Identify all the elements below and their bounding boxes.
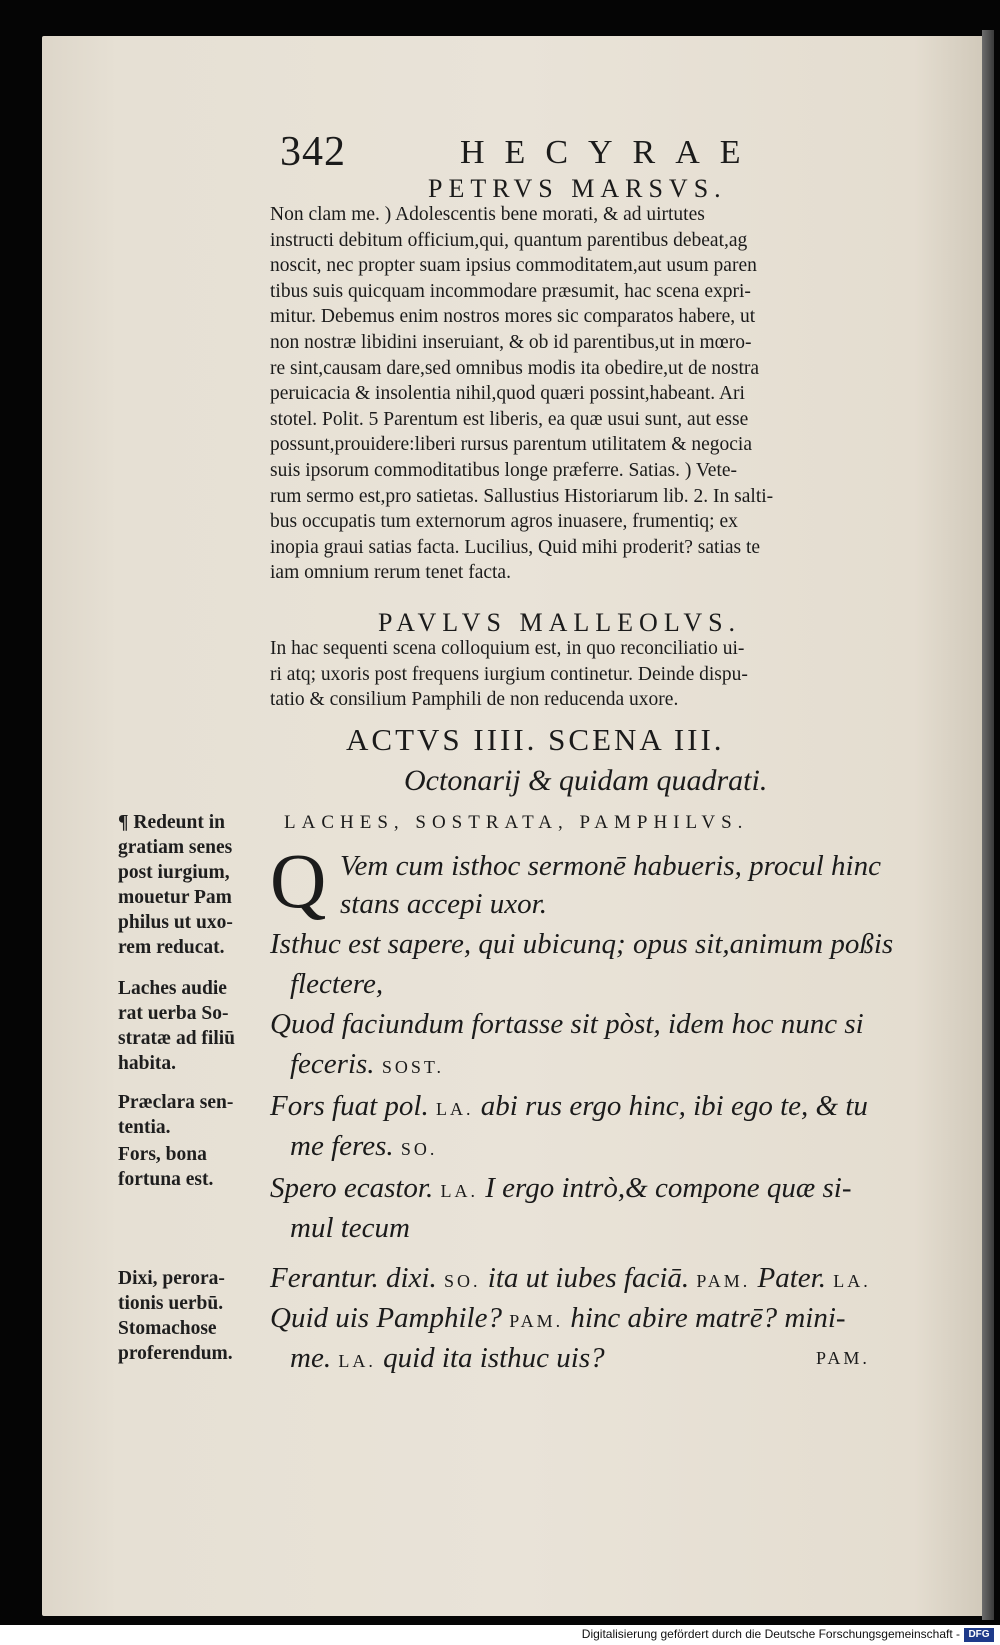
meter-note: Octonarij & quidam quadrati.: [404, 764, 768, 797]
drop-capital: Q: [270, 837, 327, 924]
verse-line: [270, 1262, 871, 1295]
verse-line: Quod faciundum fortasse sit pòst, idem hoc nunc si: [270, 1008, 864, 1040]
speaker-tag: SO.: [400, 1139, 438, 1159]
speaker-tag: PAM.: [509, 1311, 564, 1331]
marginal-gloss: [118, 1142, 213, 1192]
verse-text: hinc abire matrē? mini-: [570, 1302, 846, 1334]
speaker-tag: SOST.: [381, 1057, 444, 1077]
commentary-line: re sint,causam dare,sed omnibus modis ita obedire,ut de nostra: [270, 357, 760, 379]
gloss-line: tionis uerbū.: [118, 1293, 224, 1314]
commentary-line: tatio & consilium Pamphili de non reducenda uxore.: [270, 689, 679, 711]
gloss-line: Laches audie: [118, 978, 227, 999]
verse-text: me feres.: [290, 1130, 394, 1162]
verse-line: stans accepi uxor.: [340, 888, 547, 920]
page-number: 342: [280, 129, 346, 175]
gloss-line: Dixi, perora-: [118, 1268, 225, 1289]
speaker-tag: LA.: [338, 1351, 376, 1371]
gloss-line: gratiam senes: [118, 837, 233, 858]
speaker-tag: LA.: [833, 1271, 871, 1291]
commentary-line: non nostræ libidini inseruiant, & ob id parentibus,ut in mœro-: [270, 331, 752, 353]
commentary-line: peruicacia & insolentia nihil,quod quæri possint,habeant. Ari: [270, 383, 745, 405]
verse-text: Fors fuat pol.: [270, 1090, 429, 1122]
gloss-line: rem reducat.: [118, 937, 225, 958]
verse-line: flectere,: [290, 968, 384, 1000]
page-edge: [982, 30, 994, 1620]
commentary-heading-marsus: PETRVS MARSVS.: [428, 174, 727, 203]
marginal-gloss: [118, 1090, 233, 1140]
speaker-list: LACHES, SOSTRATA, PAMPHILVS.: [284, 812, 749, 833]
commentary-line: mitur. Debemus enim nostros mores sic comparatos habere, ut: [270, 306, 756, 328]
speaker-tag: PAM.: [696, 1271, 751, 1291]
gloss-line: philus ut uxo-: [118, 912, 233, 933]
marginal-gloss: [118, 810, 233, 960]
marginal-gloss: [118, 1266, 233, 1366]
catchword-speaker: PAM.: [816, 1348, 870, 1368]
verse-line: [270, 1302, 846, 1335]
gloss-line: Præclara sen-: [118, 1092, 234, 1113]
verse-line: Isthuc est sapere, qui ubicunq; opus sit,animum poßis: [270, 928, 894, 960]
gloss-line: habita.: [118, 1053, 176, 1074]
verse-text: Quid uis Pamphile?: [270, 1302, 502, 1334]
commentary-line: ri atq; uxoris post frequens iurgium continetur. Deinde dispu-: [270, 663, 748, 685]
verse-line: [290, 1130, 437, 1163]
speaker-tag: SO.: [444, 1271, 481, 1291]
speaker-tag: LA.: [435, 1099, 474, 1119]
verse-text: ita ut iubes faciā.: [487, 1262, 690, 1294]
gloss-line: Fors, bona: [118, 1144, 207, 1165]
speaker-tag: LA.: [440, 1181, 478, 1201]
commentary-heading-malleolus: PAVLVS MALLEOLVS.: [378, 608, 742, 637]
gloss-line: proferendum.: [118, 1343, 233, 1364]
gloss-line: stratæ ad filiū: [118, 1028, 235, 1049]
verse-text: Ferantur. dixi.: [270, 1262, 437, 1294]
commentary-line: In hac sequenti scena colloquium est, in quo reconciliatio ui-: [270, 638, 745, 659]
commentary-line: instructi debitum officium,qui, quantum parentibus debeat,ag: [270, 229, 748, 251]
gloss-line: post iurgium,: [118, 862, 230, 883]
footer-text: Digitalisierung gefördert durch die Deutsche Forschungsgemeinschaft -: [581, 1627, 960, 1641]
verse-text: Pater.: [757, 1262, 826, 1294]
commentary-line: tibus suis quicquam incommodare præsumit, hac scena expri-: [270, 280, 751, 302]
commentary-line: stotel. Polit. 5 Parentum est liberis, ea quæ usui sunt, aut esse: [270, 408, 749, 430]
verse-line: [270, 1172, 851, 1205]
commentary-line: inopia graui satias facta. Lucilius, Quid mihi proderit? satias te: [270, 536, 761, 558]
commentary-line: suis ipsorum commoditatibus longe præferre. Satias. ) Vete-: [270, 459, 738, 481]
running-head: HECYRAE: [460, 134, 761, 171]
dfg-logo: DFG: [964, 1628, 994, 1642]
verse-text: me.: [290, 1342, 332, 1374]
gloss-line: Stomachose: [118, 1318, 217, 1339]
commentary-line: bus occupatis tum externorum agros inuasere, frumentiq; ex: [270, 511, 738, 533]
commentary-line: rum sermo est,pro satietas. Sallustius Historiarum lib. 2. In salti-: [270, 485, 774, 507]
verse-text: Spero ecastor.: [270, 1172, 434, 1204]
verse-text: I ergo intrò,& compone quæ si-: [485, 1172, 852, 1204]
verse-line: mul tecum: [290, 1212, 410, 1244]
gloss-line: rat uerba So-: [118, 1003, 229, 1024]
commentary-body-marsus: [270, 202, 773, 586]
commentary-line: Non clam me. ) Adolescentis bene morati, & ad uirtutes: [270, 204, 705, 225]
verse-line: Vem cum isthoc sermonē habueris, procul hinc: [340, 850, 881, 882]
verse-text: quid ita isthuc uis?: [383, 1342, 605, 1374]
commentary-line: iam omnium rerum tenet facta.: [270, 562, 511, 584]
gloss-line: tentia.: [118, 1117, 171, 1138]
gloss-line: ¶ Redeunt in: [118, 812, 225, 833]
commentary-body-malleolus: [270, 636, 748, 713]
funding-footer: [0, 1625, 1000, 1645]
act-scene-heading: ACTVS IIII. SCENA III.: [346, 722, 725, 757]
verse-line: [290, 1342, 605, 1375]
verse-text: feceris.: [290, 1048, 375, 1080]
verse-text: abi rus ergo hinc, ibi ego te, & tu: [480, 1090, 868, 1122]
commentary-line: possunt,prouidere:liberi rursus parentum utilitatem & negocia: [270, 434, 752, 456]
gloss-line: mouetur Pam: [118, 887, 232, 908]
verse-line: [270, 1090, 868, 1123]
gloss-line: fortuna est.: [118, 1169, 214, 1190]
verse-line: [290, 1048, 444, 1081]
marginal-gloss: [118, 976, 235, 1076]
commentary-line: noscit, nec propter suam ipsius commoditatem,aut usum paren: [270, 255, 757, 277]
